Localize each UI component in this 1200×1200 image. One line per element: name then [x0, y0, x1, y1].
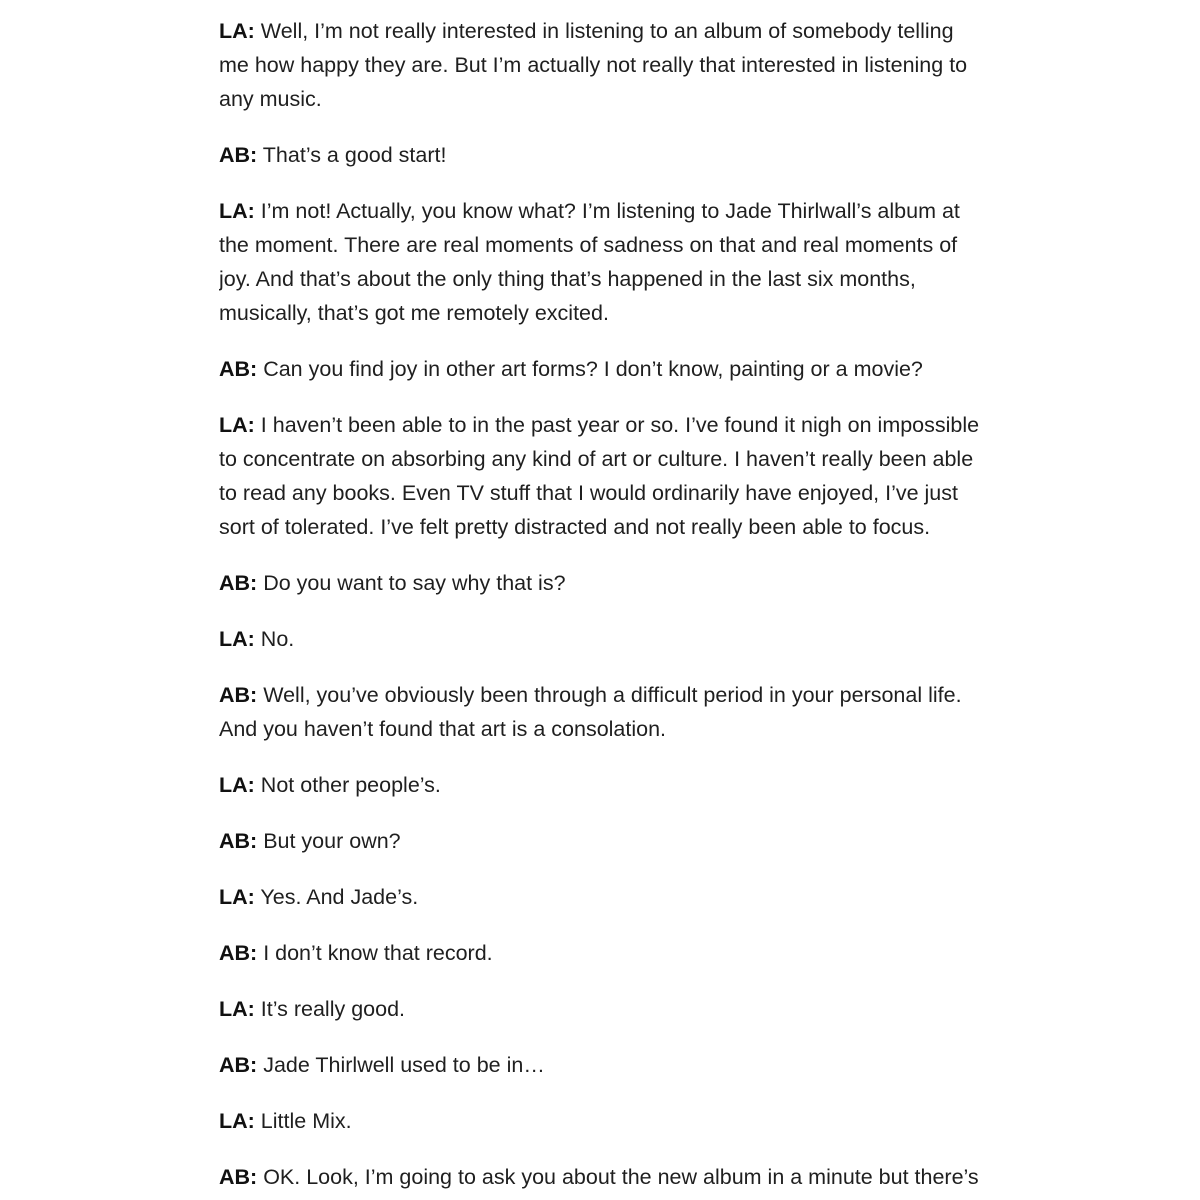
paragraph-text: Jade Thirlwell used to be in…: [257, 1053, 545, 1077]
speaker-label: AB:: [219, 829, 258, 853]
paragraph-text: That’s a good start!: [257, 143, 447, 167]
transcript-paragraph: [219, 1160, 987, 1194]
transcript-paragraph: [219, 992, 987, 1026]
speaker-label: LA:: [219, 773, 255, 797]
paragraph-text: Well, you’ve obviously been through a difficult period in your personal life. And you haven’t found that art is a consolation.: [219, 683, 962, 741]
speaker-label: LA:: [219, 413, 255, 437]
speaker-label: AB:: [219, 571, 258, 595]
speaker-label: AB:: [219, 143, 258, 167]
speaker-label: LA:: [219, 997, 255, 1021]
transcript-paragraph: [219, 880, 987, 914]
transcript-paragraph: [219, 194, 987, 330]
transcript-paragraph: [219, 824, 987, 858]
interview-transcript: [219, 14, 987, 1200]
speaker-label: LA:: [219, 627, 255, 651]
transcript-paragraph: [219, 1048, 987, 1082]
paragraph-text: Well, I’m not really interested in listening to an album of somebody telling me how happy they are. But I’m actually not really that interested in listening to any music.: [219, 19, 968, 111]
transcript-paragraph: [219, 408, 987, 544]
paragraph-text: I’m not! Actually, you know what? I’m listening to Jade Thirlwall’s album at the moment. There are real moments of sadness on that and real moments of joy. And that’s about the only thing that’s happened in the last six months, musically, that’s got me remotely excited.: [219, 199, 960, 325]
transcript-paragraph: [219, 138, 987, 172]
speaker-label: AB:: [219, 941, 258, 965]
transcript-paragraph: [219, 936, 987, 970]
transcript-paragraph: [219, 678, 987, 746]
transcript-paragraph: [219, 14, 987, 116]
paragraph-text: Not other people’s.: [254, 773, 441, 797]
paragraph-text: Do you want to say why that is?: [257, 571, 566, 595]
transcript-paragraph: [219, 1104, 987, 1138]
speaker-label: AB:: [219, 683, 258, 707]
transcript-paragraph: [219, 768, 987, 802]
paragraph-text: I haven’t been able to in the past year or so. I’ve found it nigh on impossible to concentrate on absorbing any kind of art or culture. I haven’t really been able to read any books. Even TV stuff that I would ordinarily have enjoyed, I’ve just sort of tolerated. I’ve felt pretty distracted and not really been able to focus.: [219, 413, 980, 539]
speaker-label: AB:: [219, 357, 258, 381]
transcript-paragraph: [219, 352, 987, 386]
paragraph-text: But your own?: [257, 829, 401, 853]
speaker-label: LA:: [219, 19, 255, 43]
speaker-label: AB:: [219, 1165, 258, 1189]
paragraph-text: No.: [254, 627, 295, 651]
paragraph-text: OK. Look, I’m going to ask you about the new album in a minute but there’s: [257, 1165, 979, 1189]
transcript-paragraph: [219, 622, 987, 656]
speaker-label: LA:: [219, 199, 255, 223]
paragraph-text: It’s really good.: [254, 997, 406, 1021]
speaker-label: AB:: [219, 1053, 258, 1077]
speaker-label: LA:: [219, 885, 255, 909]
paragraph-text: Little Mix.: [254, 1109, 352, 1133]
speaker-label: LA:: [219, 1109, 255, 1133]
paragraph-text: Can you find joy in other art forms? I don’t know, painting or a movie?: [257, 357, 923, 381]
transcript-paragraph: [219, 566, 987, 600]
paragraph-text: Yes. And Jade’s.: [254, 885, 419, 909]
paragraph-text: I don’t know that record.: [257, 941, 493, 965]
